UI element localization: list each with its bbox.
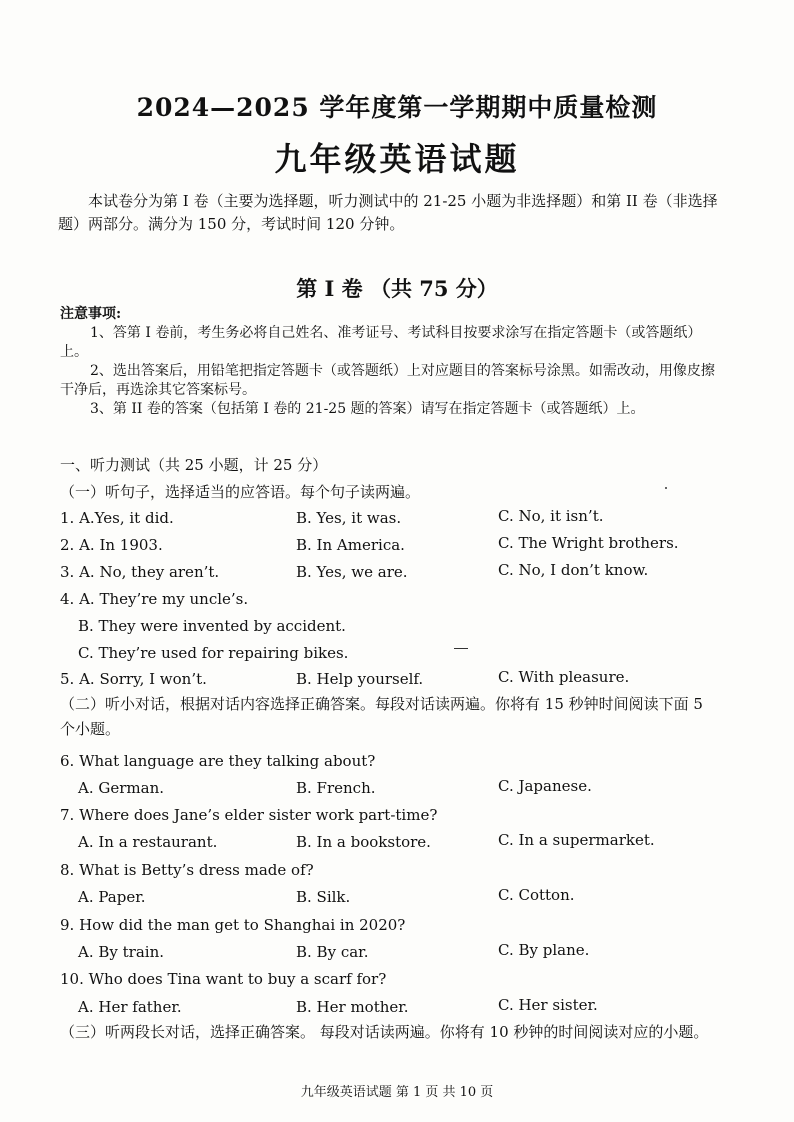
q7-option-c: C. In a supermarket. — [498, 831, 655, 849]
q8-option-c: C. Cotton. — [498, 886, 575, 904]
q7-option-b: B. In a bookstore. — [296, 833, 431, 851]
q8-option-a: A. Paper. — [78, 888, 146, 906]
note-item: 2、选出答案后，用铅笔把指定答题卡（或答题纸）上对应题目的答案标号涂黑。如需改动，用像皮擦干净后，再选涂其它答案标号。 — [60, 363, 715, 398]
q7-option-a: A. In a restaurant. — [78, 833, 218, 851]
q5-option-b: B. Help yourself. — [296, 670, 424, 688]
notes-block — [60, 305, 720, 419]
q1-option-c: C. No, it isn’t. — [498, 507, 604, 525]
q5-option-a: 5. A. Sorry, I won’t. — [60, 670, 207, 688]
q3-option-b: B. Yes, we are. — [296, 563, 408, 581]
q9-option-a: A. By train. — [78, 943, 165, 961]
q8-option-b: B. Silk. — [296, 888, 351, 906]
q4-option-a: 4. A. They’re my uncle’s. — [60, 590, 249, 608]
q10-option-b: B. Her mother. — [296, 998, 409, 1016]
notes-label: 注意事项: — [60, 306, 122, 322]
q1-option-a: 1. A.Yes, it did. — [60, 509, 174, 527]
q3-option-c: C. No, I don’t know. — [498, 561, 649, 579]
note-item: 3、第 II 卷的答案（包括第 I 卷的 21-25 题的答案）请写在指定答题卡（或答题纸）上。 — [90, 401, 645, 417]
q9-stem: 9. How did the man get to Shanghai in 2020? — [60, 916, 406, 934]
q9-option-b: B. By car. — [296, 943, 369, 961]
q2-option-c: C. The Wright brothers. — [498, 534, 679, 552]
q8-stem: 8. What is Betty’s dress made of? — [60, 861, 314, 879]
q1-option-b: B. Yes, it was. — [296, 509, 402, 527]
listening-sub3: （三）听两段长对话，选择正确答案。 每段对话读两遍。你将有 10 秒钟的时间阅读对应的小题。 — [60, 1023, 709, 1041]
q4-option-b: B. They were invented by accident. — [78, 617, 346, 635]
q5-option-c: C. With pleasure. — [498, 668, 630, 686]
exam-subject-title: 九年级英语试题 — [274, 140, 520, 178]
exam-term-title: 2024—2025 学年度第一学期期中质量检测 — [136, 93, 658, 122]
page-footer: 九年级英语试题 第 1 页 共 10 页 — [300, 1085, 494, 1100]
q6-option-b: B. French. — [296, 779, 376, 797]
exam-intro: 本试卷分为第 I 卷（主要为选择题，听力测试中的 21-25 小题为非选择题）和第 II 卷（非选择题）两部分。满分为 150 分，考试时间 120 分钟。 — [58, 192, 718, 233]
q10-stem: 10. Who does Tina want to buy a scarf for? — [60, 970, 387, 988]
q3-option-a: 3. A. No, they aren’t. — [60, 563, 220, 581]
listening-sub1: （一）听句子，选择适当的应答语。每个句子读两遍。 — [60, 483, 421, 501]
scan-speck — [665, 487, 667, 489]
q6-option-c: C. Japanese. — [498, 777, 592, 795]
q10-option-c: C. Her sister. — [498, 996, 598, 1014]
listening-sub2: （二）听小对话，根据对话内容选择正确答案。每段对话读两遍。你将有 15 秒钟时间阅读下面 5 个小题。 — [60, 695, 703, 738]
part1-heading: 第 I 卷 （共 75 分） — [296, 276, 498, 301]
note-item: 1、答第 I 卷前，考生务必将自己姓名、准考证号、考试科目按要求涂写在指定答题卡（或答题纸）上。 — [60, 325, 702, 360]
q4-option-c: C. They’re used for repairing bikes. — [78, 644, 349, 662]
q9-option-c: C. By plane. — [498, 941, 590, 959]
q7-stem: 7. Where does Jane’s elder sister work part-time? — [60, 806, 438, 824]
q2-option-b: B. In America. — [296, 536, 405, 554]
q10-option-a: A. Her father. — [78, 998, 182, 1016]
listening-title: 一、听力测试（共 25 小题，计 25 分） — [60, 456, 328, 474]
q2-option-a: 2. A. In 1903. — [60, 536, 163, 554]
q6-stem: 6. What language are they talking about? — [60, 752, 376, 770]
q6-option-a: A. German. — [78, 779, 164, 797]
scan-mark — [454, 648, 468, 649]
